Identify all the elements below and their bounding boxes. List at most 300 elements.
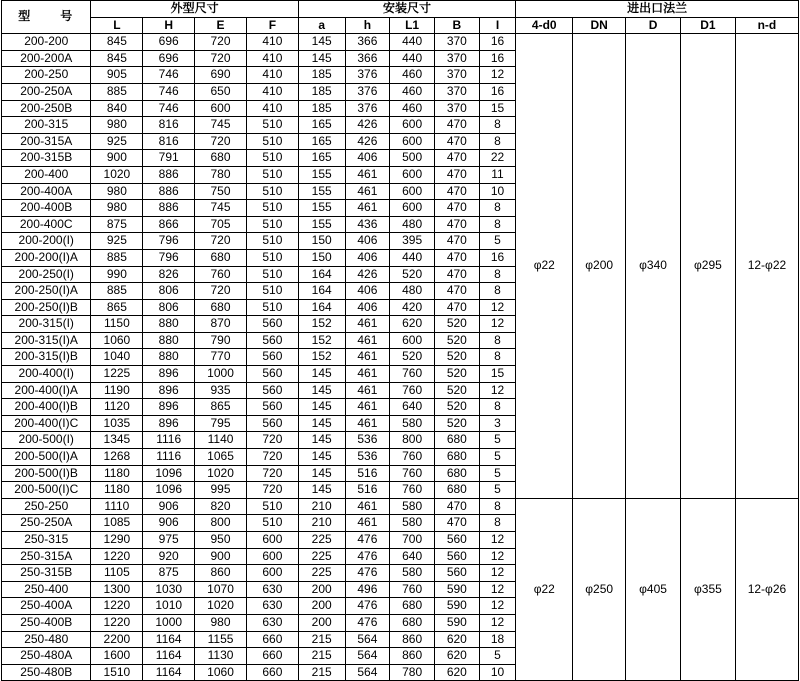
cell-L1: 480 [390, 216, 435, 233]
cell-a: 185 [298, 67, 345, 84]
cell-I: 8 [479, 349, 516, 366]
cell-H: 826 [143, 266, 195, 283]
cell-I: 12 [479, 316, 516, 333]
cell-H: 975 [143, 532, 195, 549]
cell-L: 1220 [91, 614, 143, 631]
cell-L: 905 [91, 67, 143, 84]
cell-model: 250-480A [2, 648, 91, 665]
cell-L: 1510 [91, 664, 143, 681]
cell-model: 200-400(I) [2, 366, 91, 383]
cell-L: 980 [91, 200, 143, 217]
cell-H: 746 [143, 83, 195, 100]
cell-B: 470 [434, 299, 479, 316]
cell-h: 406 [345, 150, 390, 167]
cell-E: 860 [195, 565, 247, 582]
cell-F: 560 [246, 316, 298, 333]
cell-E: 745 [195, 117, 247, 134]
cell-a: 210 [298, 515, 345, 532]
cell-F: 410 [246, 50, 298, 67]
cell-B: 590 [434, 598, 479, 615]
cell-L1: 640 [390, 548, 435, 565]
cell-I: 8 [479, 515, 516, 532]
cell-L: 1120 [91, 399, 143, 416]
cell-model: 250-480 [2, 631, 91, 648]
cell-model: 250-315A [2, 548, 91, 565]
cell-model: 200-250(I) [2, 266, 91, 283]
cell-h: 461 [345, 316, 390, 333]
cell-h: 406 [345, 283, 390, 300]
cell-L1: 600 [390, 117, 435, 134]
cell-I: 10 [479, 183, 516, 200]
cell-E: 980 [195, 614, 247, 631]
cell-E: 680 [195, 150, 247, 167]
cell-L: 1180 [91, 465, 143, 482]
cell-a: 155 [298, 216, 345, 233]
cell-F: 720 [246, 432, 298, 449]
cell-E: 795 [195, 415, 247, 432]
cell-h: 366 [345, 34, 390, 51]
cell-F: 660 [246, 631, 298, 648]
cell-L: 925 [91, 233, 143, 250]
header-col-DN: DN [573, 17, 626, 34]
cell-H: 880 [143, 332, 195, 349]
header-col-B: B [434, 17, 479, 34]
cell-I: 12 [479, 581, 516, 598]
cell-E: 935 [195, 382, 247, 399]
cell-B: 470 [434, 183, 479, 200]
cell-h: 461 [345, 183, 390, 200]
cell-E: 1070 [195, 581, 247, 598]
cell-L: 900 [91, 150, 143, 167]
cell-L1: 760 [390, 465, 435, 482]
cell-B: 520 [434, 366, 479, 383]
flange-d: φ405 [626, 498, 681, 681]
cell-H: 1096 [143, 482, 195, 499]
cell-h: 536 [345, 432, 390, 449]
cell-H: 1116 [143, 449, 195, 466]
cell-L: 1040 [91, 349, 143, 366]
cell-B: 520 [434, 316, 479, 333]
cell-F: 510 [246, 515, 298, 532]
cell-a: 150 [298, 233, 345, 250]
cell-a: 225 [298, 548, 345, 565]
cell-L: 1220 [91, 598, 143, 615]
cell-model: 200-250B [2, 100, 91, 117]
header-col-nd: n-d [735, 17, 798, 34]
cell-h: 476 [345, 532, 390, 549]
cell-H: 746 [143, 67, 195, 84]
cell-a: 145 [298, 34, 345, 51]
cell-F: 510 [246, 166, 298, 183]
header-col-D: D [626, 17, 681, 34]
cell-F: 560 [246, 349, 298, 366]
header-group-flange: 进出口法兰 [516, 1, 799, 18]
cell-L: 1020 [91, 166, 143, 183]
cell-a: 165 [298, 150, 345, 167]
cell-L1: 600 [390, 332, 435, 349]
cell-H: 1096 [143, 465, 195, 482]
cell-h: 564 [345, 648, 390, 665]
cell-E: 1000 [195, 366, 247, 383]
cell-a: 164 [298, 299, 345, 316]
cell-h: 461 [345, 498, 390, 515]
cell-h: 376 [345, 83, 390, 100]
cell-L: 1300 [91, 581, 143, 598]
cell-L1: 520 [390, 349, 435, 366]
group-header-row [2, 1, 799, 18]
cell-h: 461 [345, 166, 390, 183]
cell-L1: 680 [390, 614, 435, 631]
cell-I: 5 [479, 482, 516, 499]
cell-L1: 860 [390, 631, 435, 648]
cell-E: 900 [195, 548, 247, 565]
cell-L1: 680 [390, 598, 435, 615]
table-row [2, 498, 799, 515]
cell-B: 520 [434, 349, 479, 366]
column-header-row [2, 17, 799, 34]
cell-L1: 580 [390, 565, 435, 582]
cell-model: 200-400(I)C [2, 415, 91, 432]
cell-B: 470 [434, 266, 479, 283]
cell-h: 536 [345, 449, 390, 466]
cell-a: 164 [298, 266, 345, 283]
cell-B: 470 [434, 166, 479, 183]
cell-B: 680 [434, 432, 479, 449]
cell-I: 12 [479, 532, 516, 549]
cell-B: 470 [434, 498, 479, 515]
cell-B: 520 [434, 332, 479, 349]
cell-a: 152 [298, 316, 345, 333]
cell-B: 370 [434, 34, 479, 51]
cell-F: 560 [246, 332, 298, 349]
header-col-H: H [143, 17, 195, 34]
cell-model: 200-500(I)B [2, 465, 91, 482]
header-group-exterior: 外型尺寸 [91, 1, 298, 18]
cell-L: 1220 [91, 548, 143, 565]
cell-H: 906 [143, 515, 195, 532]
cell-a: 215 [298, 664, 345, 681]
cell-E: 800 [195, 515, 247, 532]
cell-B: 680 [434, 482, 479, 499]
cell-L1: 620 [390, 316, 435, 333]
cell-I: 8 [479, 200, 516, 217]
cell-H: 806 [143, 283, 195, 300]
cell-model: 200-200 [2, 34, 91, 51]
cell-I: 8 [479, 399, 516, 416]
cell-a: 145 [298, 366, 345, 383]
cell-h: 496 [345, 581, 390, 598]
cell-L1: 460 [390, 83, 435, 100]
cell-a: 215 [298, 648, 345, 665]
cell-H: 920 [143, 548, 195, 565]
cell-I: 16 [479, 249, 516, 266]
cell-L1: 440 [390, 34, 435, 51]
cell-B: 370 [434, 100, 479, 117]
cell-L1: 600 [390, 133, 435, 150]
cell-E: 1140 [195, 432, 247, 449]
cell-model: 200-250(I)A [2, 283, 91, 300]
cell-model: 200-250(I)B [2, 299, 91, 316]
cell-F: 510 [246, 299, 298, 316]
cell-F: 630 [246, 598, 298, 615]
cell-model: 200-200A [2, 50, 91, 67]
cell-F: 510 [246, 498, 298, 515]
cell-L1: 760 [390, 366, 435, 383]
cell-I: 12 [479, 548, 516, 565]
cell-H: 1164 [143, 631, 195, 648]
cell-model: 200-400C [2, 216, 91, 233]
cell-I: 15 [479, 100, 516, 117]
cell-a: 225 [298, 565, 345, 582]
cell-F: 720 [246, 449, 298, 466]
header-col-L1: L1 [390, 17, 435, 34]
cell-B: 470 [434, 233, 479, 250]
cell-H: 1010 [143, 598, 195, 615]
cell-B: 470 [434, 200, 479, 217]
cell-F: 510 [246, 283, 298, 300]
cell-a: 165 [298, 133, 345, 150]
cell-a: 145 [298, 415, 345, 432]
cell-B: 590 [434, 581, 479, 598]
cell-L: 885 [91, 283, 143, 300]
cell-I: 5 [479, 449, 516, 466]
cell-H: 896 [143, 366, 195, 383]
cell-L1: 800 [390, 432, 435, 449]
cell-I: 8 [479, 332, 516, 349]
cell-H: 816 [143, 117, 195, 134]
cell-F: 560 [246, 399, 298, 416]
cell-a: 145 [298, 432, 345, 449]
cell-L: 845 [91, 34, 143, 51]
cell-I: 22 [479, 150, 516, 167]
cell-B: 520 [434, 399, 479, 416]
cell-L: 1190 [91, 382, 143, 399]
cell-B: 560 [434, 565, 479, 582]
cell-I: 18 [479, 631, 516, 648]
cell-H: 886 [143, 183, 195, 200]
cell-a: 145 [298, 449, 345, 466]
cell-L1: 520 [390, 266, 435, 283]
cell-B: 620 [434, 664, 479, 681]
cell-H: 896 [143, 415, 195, 432]
cell-L: 980 [91, 183, 143, 200]
cell-E: 720 [195, 133, 247, 150]
header-col-I: I [479, 17, 516, 34]
cell-L: 1105 [91, 565, 143, 582]
flange-nd: 12-φ22 [735, 34, 798, 499]
cell-I: 12 [479, 565, 516, 582]
cell-B: 590 [434, 614, 479, 631]
cell-E: 1020 [195, 598, 247, 615]
cell-L1: 860 [390, 648, 435, 665]
cell-E: 690 [195, 67, 247, 84]
cell-L: 1035 [91, 415, 143, 432]
cell-B: 560 [434, 548, 479, 565]
cell-L1: 440 [390, 50, 435, 67]
cell-I: 15 [479, 366, 516, 383]
cell-L1: 760 [390, 482, 435, 499]
cell-a: 145 [298, 465, 345, 482]
cell-I: 12 [479, 299, 516, 316]
cell-h: 461 [345, 515, 390, 532]
cell-L1: 420 [390, 299, 435, 316]
cell-I: 8 [479, 216, 516, 233]
cell-a: 215 [298, 631, 345, 648]
cell-I: 16 [479, 83, 516, 100]
cell-h: 476 [345, 565, 390, 582]
cell-E: 720 [195, 233, 247, 250]
cell-F: 510 [246, 183, 298, 200]
cell-H: 796 [143, 249, 195, 266]
cell-F: 510 [246, 150, 298, 167]
cell-B: 470 [434, 117, 479, 134]
cell-E: 1065 [195, 449, 247, 466]
cell-E: 1155 [195, 631, 247, 648]
cell-F: 660 [246, 664, 298, 681]
cell-h: 461 [345, 332, 390, 349]
cell-model: 200-315 [2, 117, 91, 134]
cell-E: 1020 [195, 465, 247, 482]
cell-F: 560 [246, 366, 298, 383]
cell-I: 8 [479, 117, 516, 134]
cell-I: 5 [479, 233, 516, 250]
cell-E: 865 [195, 399, 247, 416]
cell-a: 165 [298, 117, 345, 134]
cell-B: 680 [434, 465, 479, 482]
cell-B: 370 [434, 67, 479, 84]
cell-h: 476 [345, 598, 390, 615]
cell-h: 406 [345, 233, 390, 250]
cell-L1: 580 [390, 415, 435, 432]
cell-B: 470 [434, 283, 479, 300]
cell-E: 770 [195, 349, 247, 366]
cell-F: 660 [246, 648, 298, 665]
cell-E: 820 [195, 498, 247, 515]
cell-H: 696 [143, 34, 195, 51]
cell-H: 880 [143, 349, 195, 366]
cell-L1: 760 [390, 581, 435, 598]
cell-H: 1000 [143, 614, 195, 631]
cell-I: 12 [479, 598, 516, 615]
cell-F: 410 [246, 83, 298, 100]
flange-dn: φ250 [573, 498, 626, 681]
cell-a: 200 [298, 598, 345, 615]
flange-d1: φ355 [680, 498, 735, 681]
header-col-h: h [345, 17, 390, 34]
cell-a: 164 [298, 283, 345, 300]
cell-B: 620 [434, 631, 479, 648]
cell-F: 510 [246, 249, 298, 266]
cell-a: 200 [298, 614, 345, 631]
cell-L: 1225 [91, 366, 143, 383]
cell-h: 426 [345, 117, 390, 134]
cell-h: 564 [345, 664, 390, 681]
cell-h: 366 [345, 50, 390, 67]
cell-I: 10 [479, 664, 516, 681]
flange-nd: 12-φ26 [735, 498, 798, 681]
cell-a: 145 [298, 482, 345, 499]
cell-B: 520 [434, 382, 479, 399]
cell-H: 886 [143, 166, 195, 183]
cell-F: 600 [246, 548, 298, 565]
cell-H: 746 [143, 100, 195, 117]
cell-h: 564 [345, 631, 390, 648]
cell-model: 200-315A [2, 133, 91, 150]
cell-h: 376 [345, 67, 390, 84]
cell-L: 925 [91, 133, 143, 150]
cell-F: 410 [246, 34, 298, 51]
cell-L: 1150 [91, 316, 143, 333]
cell-model: 200-250 [2, 67, 91, 84]
cell-h: 516 [345, 482, 390, 499]
cell-H: 896 [143, 382, 195, 399]
cell-L: 1180 [91, 482, 143, 499]
cell-h: 461 [345, 382, 390, 399]
cell-E: 680 [195, 249, 247, 266]
cell-model: 250-315 [2, 532, 91, 549]
cell-model: 200-400B [2, 200, 91, 217]
cell-model: 250-250 [2, 498, 91, 515]
cell-L1: 600 [390, 183, 435, 200]
cell-F: 630 [246, 581, 298, 598]
cell-H: 1164 [143, 664, 195, 681]
cell-H: 796 [143, 233, 195, 250]
cell-h: 426 [345, 266, 390, 283]
cell-L1: 460 [390, 100, 435, 117]
cell-model: 200-315B [2, 150, 91, 167]
cell-L1: 760 [390, 449, 435, 466]
cell-L1: 580 [390, 498, 435, 515]
cell-F: 510 [246, 216, 298, 233]
cell-I: 3 [479, 415, 516, 432]
cell-I: 12 [479, 382, 516, 399]
cell-a: 185 [298, 100, 345, 117]
flange-4d0: φ22 [516, 34, 573, 499]
cell-H: 1164 [143, 648, 195, 665]
cell-E: 870 [195, 316, 247, 333]
cell-B: 520 [434, 415, 479, 432]
cell-E: 720 [195, 50, 247, 67]
cell-a: 155 [298, 183, 345, 200]
cell-B: 470 [434, 216, 479, 233]
cell-h: 461 [345, 399, 390, 416]
cell-I: 8 [479, 266, 516, 283]
cell-L: 990 [91, 266, 143, 283]
table-row [2, 34, 799, 51]
cell-B: 370 [434, 83, 479, 100]
cell-L1: 395 [390, 233, 435, 250]
cell-model: 200-400(I)A [2, 382, 91, 399]
cell-H: 866 [143, 216, 195, 233]
cell-E: 745 [195, 200, 247, 217]
cell-a: 185 [298, 83, 345, 100]
cell-E: 1060 [195, 664, 247, 681]
cell-H: 806 [143, 299, 195, 316]
cell-h: 426 [345, 133, 390, 150]
cell-L1: 460 [390, 67, 435, 84]
header-model: 型 号 [2, 1, 91, 34]
cell-I: 12 [479, 67, 516, 84]
cell-F: 560 [246, 382, 298, 399]
cell-B: 370 [434, 50, 479, 67]
cell-L: 875 [91, 216, 143, 233]
cell-B: 620 [434, 648, 479, 665]
cell-model: 200-400(I)B [2, 399, 91, 416]
cell-model: 250-400A [2, 598, 91, 615]
cell-a: 155 [298, 166, 345, 183]
flange-d: φ340 [626, 34, 681, 499]
cell-H: 791 [143, 150, 195, 167]
